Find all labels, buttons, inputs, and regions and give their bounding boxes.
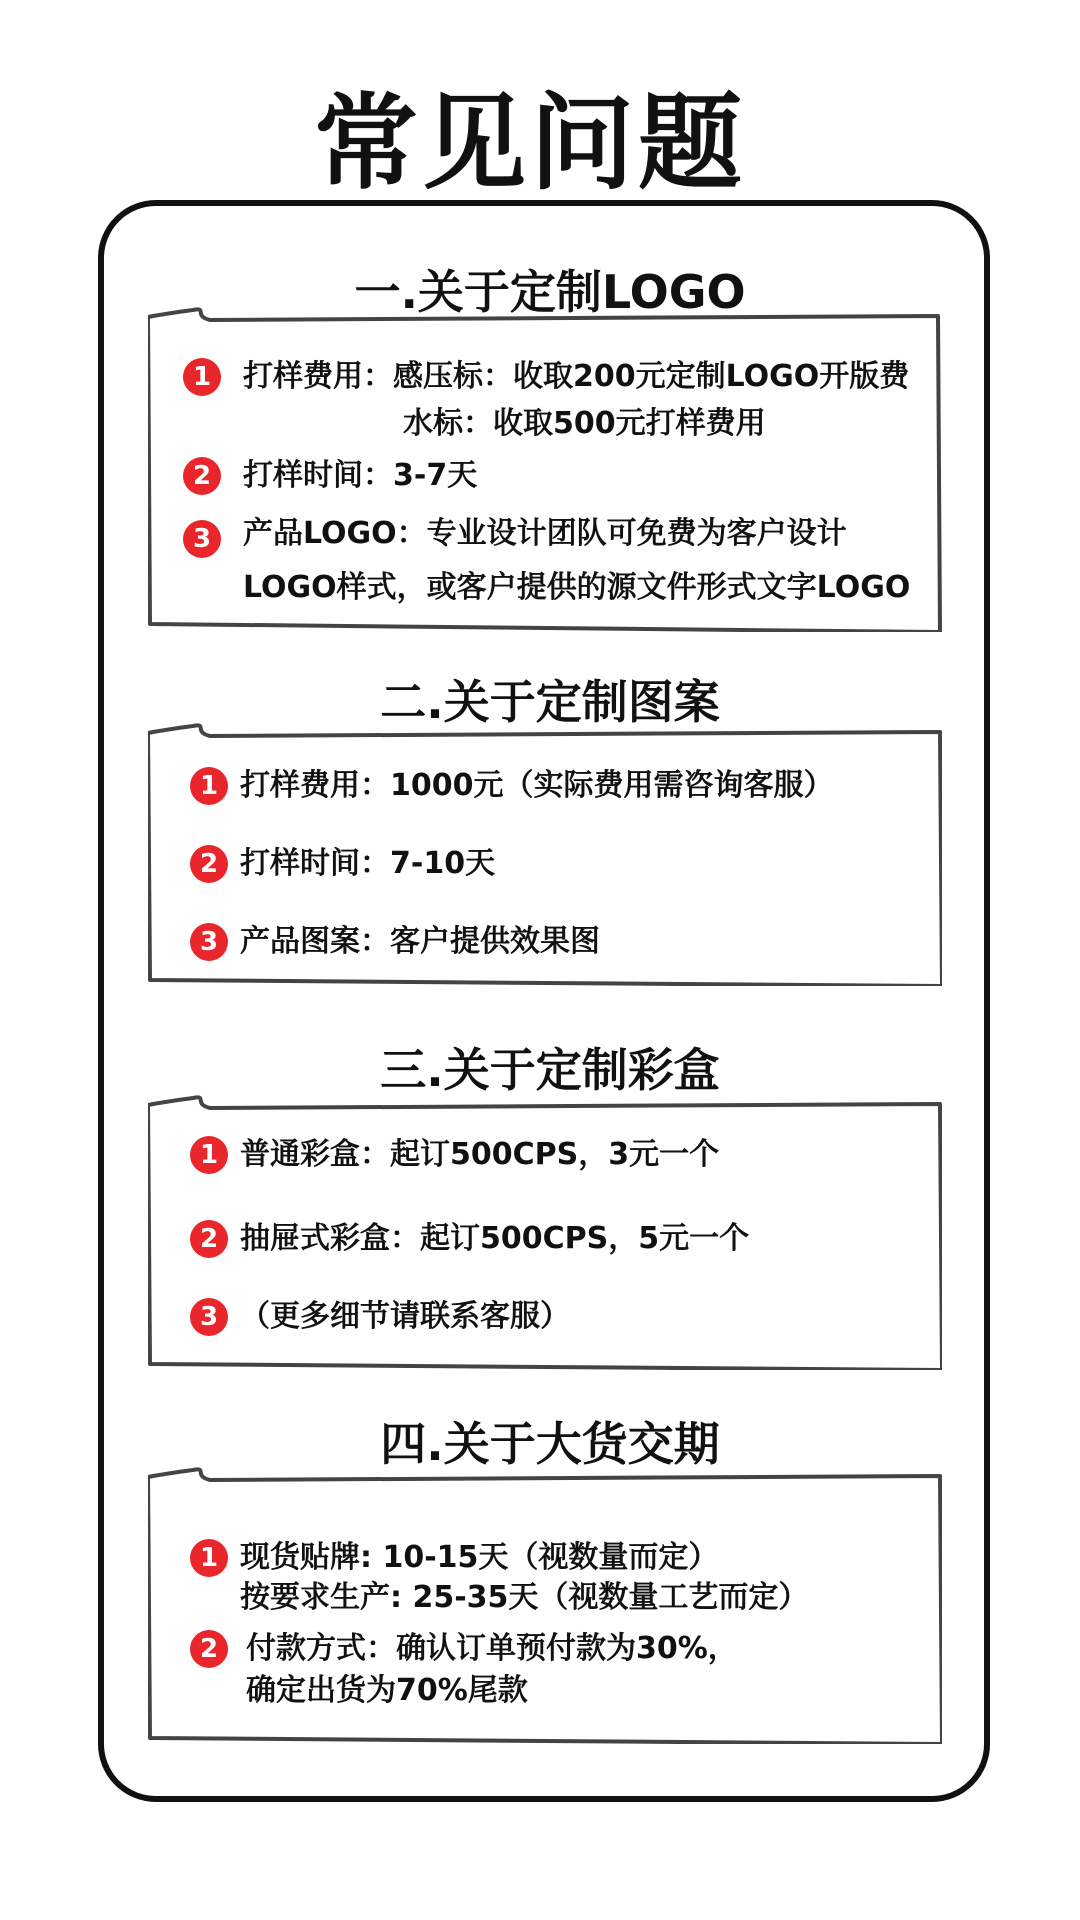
faq-item-text: 打样时间：7-10天	[240, 846, 496, 881]
number-badge: 1	[190, 1539, 228, 1577]
number-badge: 1	[183, 358, 221, 396]
faq-card-colorbox	[148, 1090, 942, 1370]
page-title: 常见问题	[313, 82, 746, 204]
faq-card-pattern	[148, 718, 942, 986]
faq-item-text: 抽屉式彩盒：起订500CPS，5元一个	[240, 1221, 750, 1256]
faq-card-logo	[148, 302, 942, 632]
faq-item-text: 付款方式：确认订单预付款为30%，	[246, 1631, 738, 1666]
number-badge: 2	[190, 845, 228, 883]
faq-item-text: 现货贴牌: 10-15天（视数量而定）	[240, 1540, 719, 1575]
faq-item-text: （更多细节请联系客服）	[240, 1299, 570, 1334]
number-badge: 1	[190, 1136, 228, 1174]
faq-item-text: 产品LOGO：专业设计团队可免费为客户设计	[243, 516, 847, 551]
faq-item-text: 打样费用：1000元（实际费用需咨询客服）	[240, 768, 834, 803]
section-heading-logo: 一.关于定制LOGO	[354, 265, 746, 319]
faq-item-text: 确定出货为70%尾款	[246, 1673, 528, 1708]
faq-item-text: 按要求生产: 25-35天（视数量工艺而定）	[240, 1580, 809, 1615]
number-badge: 3	[190, 1298, 228, 1336]
number-badge: 3	[183, 520, 221, 558]
section-heading-delivery: 四.关于大货交期	[380, 1417, 720, 1471]
faq-card-delivery	[148, 1462, 942, 1744]
faq-item-text: 水标：收取500元打样费用	[403, 406, 766, 441]
number-badge: 2	[190, 1630, 228, 1668]
number-badge: 2	[190, 1220, 228, 1258]
faq-item-text: 打样时间：3-7天	[243, 458, 478, 493]
section-heading-colorbox: 三.关于定制彩盒	[380, 1043, 720, 1097]
number-badge: 3	[190, 923, 228, 961]
faq-item-text: 普通彩盒：起订500CPS，3元一个	[240, 1137, 720, 1172]
number-badge: 1	[190, 767, 228, 805]
faq-item-text: 打样费用：感压标：收取200元定制LOGO开版费	[243, 359, 910, 394]
number-badge: 2	[183, 457, 221, 495]
faq-item-text: LOGO样式，或客户提供的源文件形式文字LOGO	[243, 570, 911, 605]
section-heading-pattern: 二.关于定制图案	[380, 675, 720, 729]
faq-item-text: 产品图案：客户提供效果图	[240, 924, 600, 959]
